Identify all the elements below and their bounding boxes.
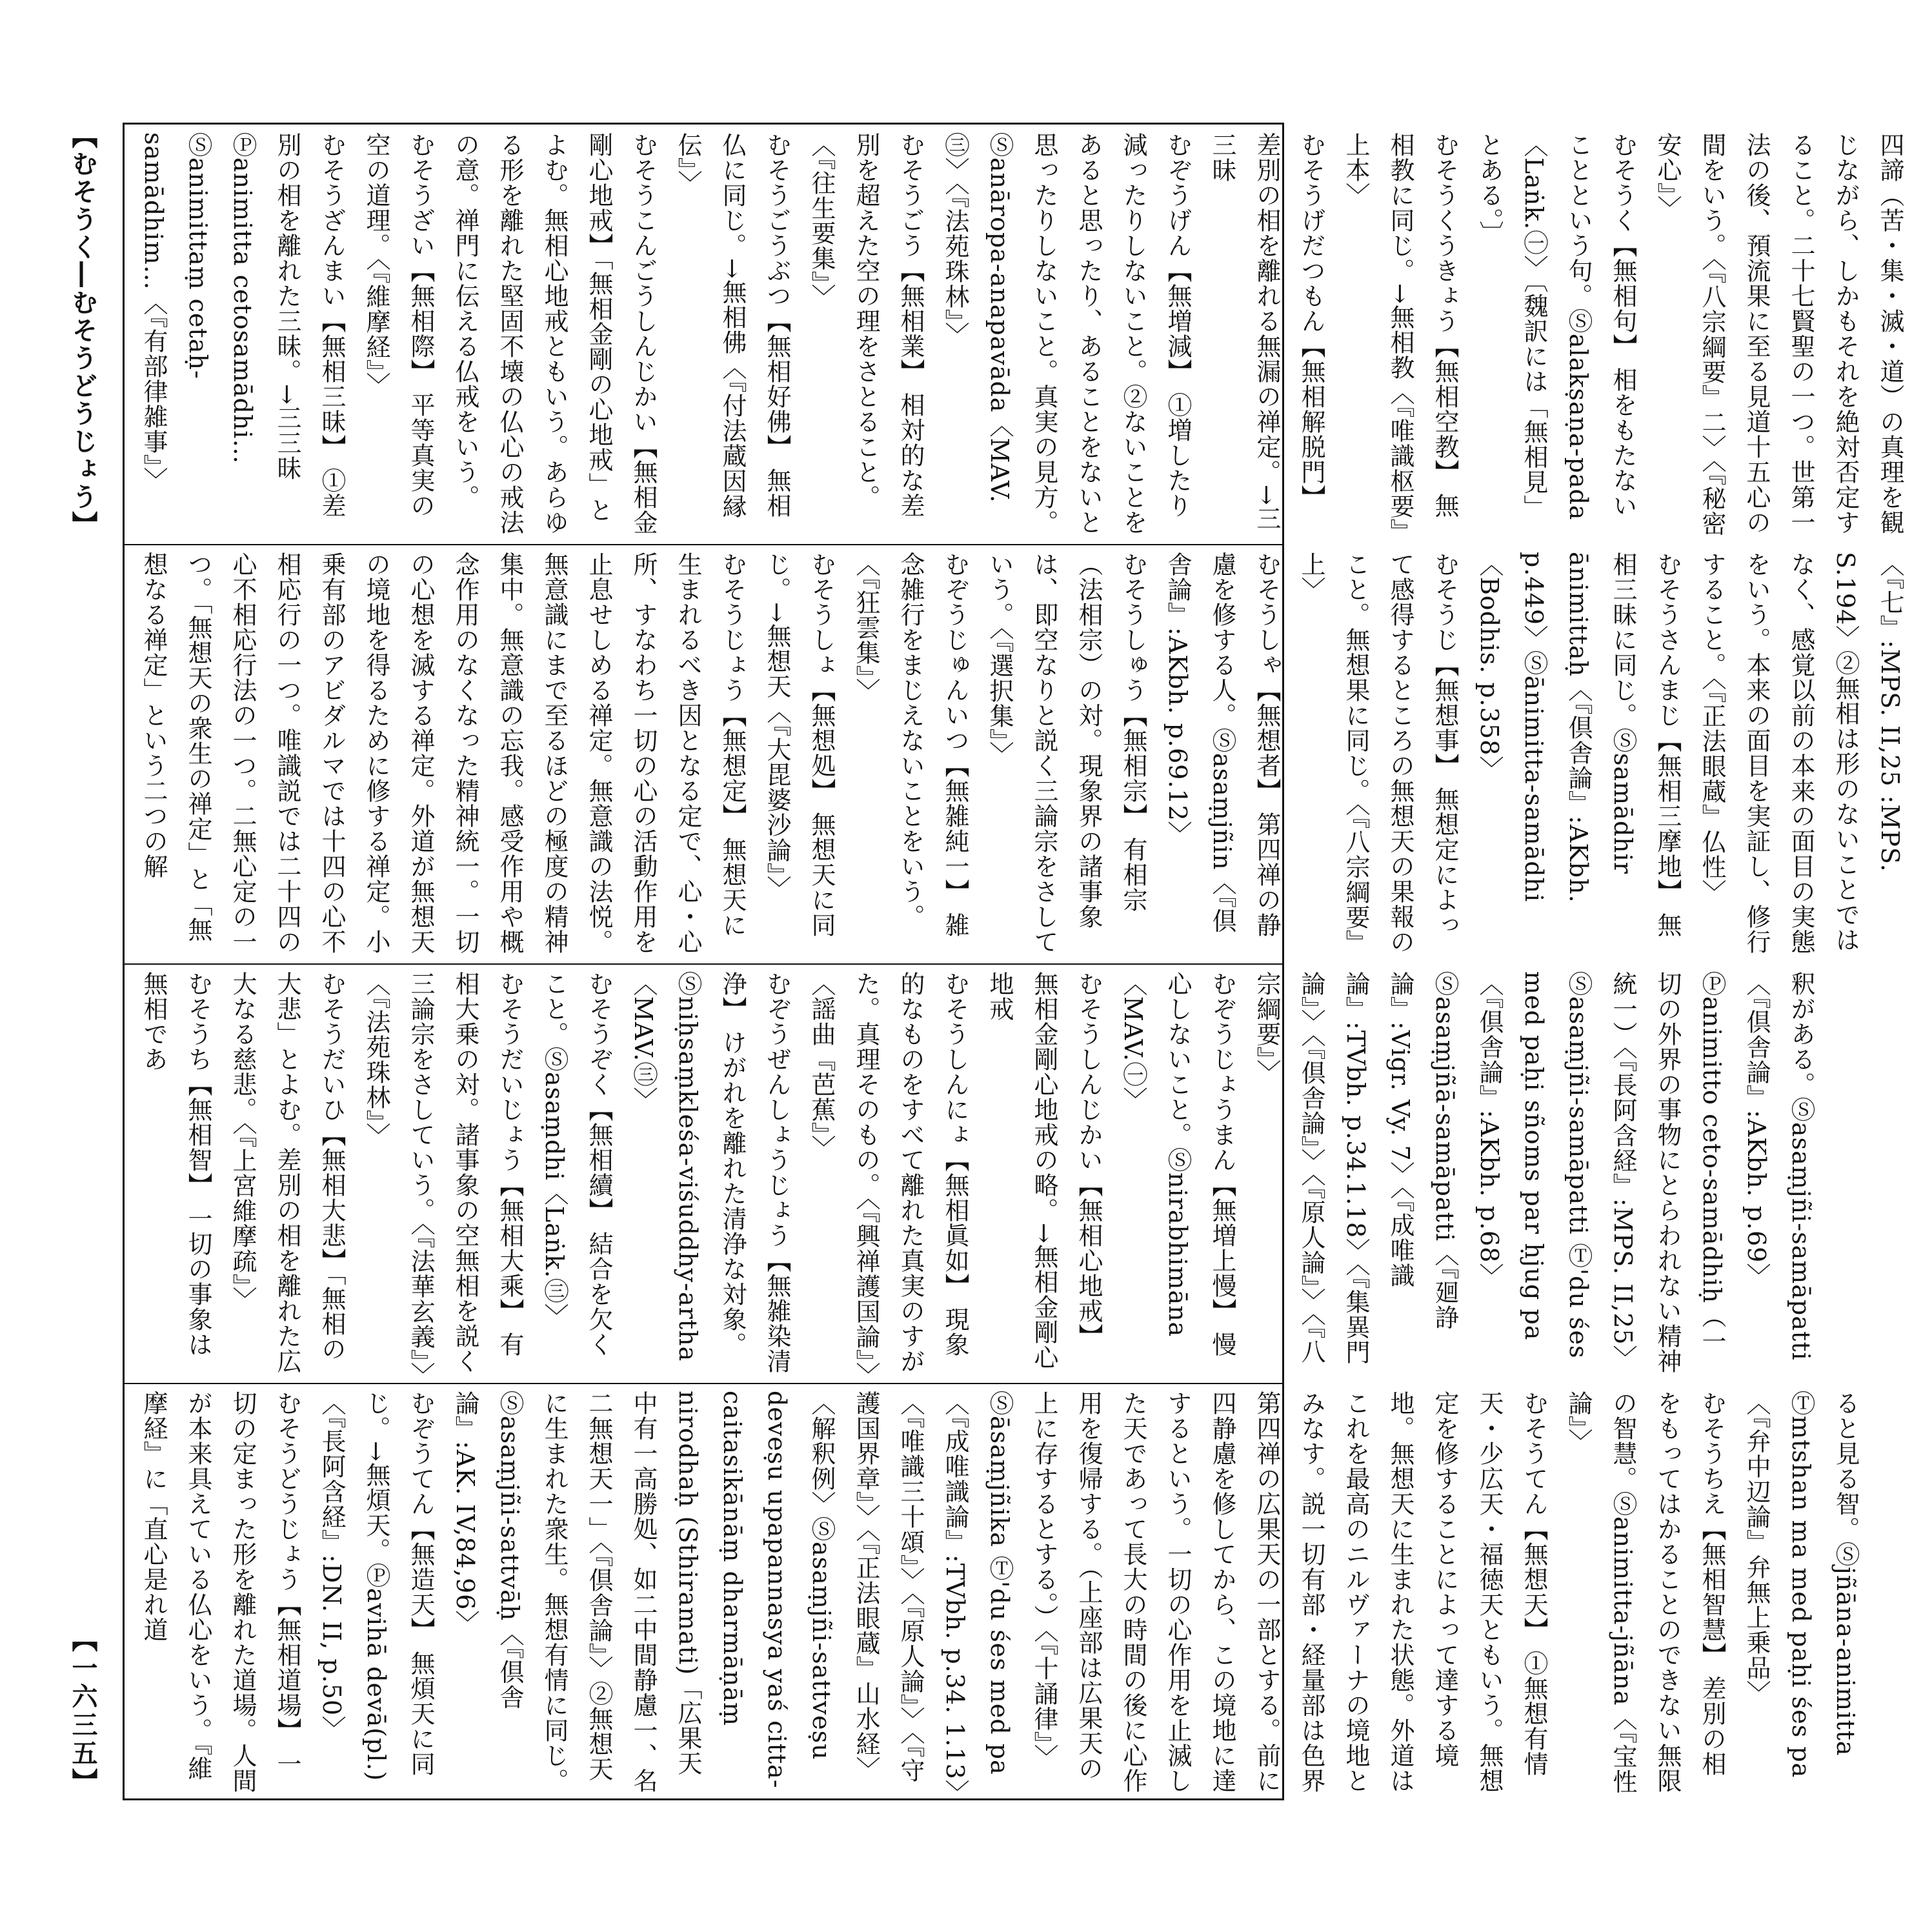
tier-3 — [131, 971, 1815, 1375]
tier-3-line-8: むそうだいひ【無相大悲】「無相の大悲」とよむ。差別の相を離れた広大なる慈悲。〈『上宮維摩疏』〉 — [228, 971, 346, 1374]
page-number: 【一六三五】 — [68, 1626, 97, 1796]
tier-1-line-6: むそうごう【無相業】 相対的な差別を超えた空の理をさとること。〈『往生要集』〉 — [807, 132, 925, 519]
tier-4 — [131, 1391, 1860, 1795]
tier-3-line-3: むそうしんじかい【無相心地戒】 無相金剛心地戒の略。→無相金剛心地戒 — [985, 971, 1103, 1370]
tier-1-line-7: むそうごうぶつ【無相好佛】 無相仏に同じ。→無相佛〈『付法蔵因縁伝』〉 — [674, 132, 791, 519]
tier-2-line-5: むそうしゅう【無相宗】 有相宗（法相宗）の対。現象界の諸事象は、即空なりと説く三論宗をさしていう。〈『選択集』〉 — [985, 552, 1147, 954]
tier-1-line-4: むそうげだつもん【無相解脱門】 差別の相を離れる無漏の禅定。→三三昧 — [1208, 132, 1325, 531]
tier-3-line-6: むそうぞく【無相續】 結合を欠くこと。Ⓢasaṃdhi〈Laṅk.㊂〉 — [540, 971, 613, 1358]
tier-1-line-8: むそうこんごうしんじかい【無相金剛心地戒】「無相金剛の心地戒」とよむ。無相心地戒ともいう。あらゆる形を離れた堅固不壊の仏心の戒法の意。禅門に伝える仏戒をいう。 — [451, 132, 658, 535]
page-frame — [123, 123, 1904, 1800]
tier-divider-1 — [125, 544, 1282, 545]
tier-2-line-6: むぞうじゅんいつ【無雑純一】 雑念雑行をまじえないことをいう。〈『狂雲集』〉 — [852, 552, 969, 938]
tier-1-line-10: むそうざんまい【無相三昧】 ①差別の相を離れた三昧。→三三昧 Ⓟanimitta cetosamādhi… Ⓢanimittaṃ cetaḥ-samādhim…〈『有部律雑事』〉 — [139, 132, 346, 519]
tier-2-text — [131, 552, 1912, 956]
running-head: 【むそうく―むそうどうじょう】 — [68, 123, 97, 539]
tier-4-line-2: むそうちえ【無相智慧】 差別の相をもってはかることのできない無限の智慧。Ⓢanimitta-jñāna〈『宝性論』〉 — [1564, 1391, 1726, 1795]
tier-2-line-7: むそうしょ【無想処】 無想天に同じ。→無想天〈『大毘婆沙論』〉 — [763, 552, 836, 938]
tier-3-line-7: むそうだいじょう【無相大乘】 有相大乗の対。諸事象の空無相を説く三論宗をさしていう。〈『法華玄義』〉〈『法苑珠林』〉 — [362, 971, 524, 1375]
tier-1-line-9: むそうざい【無相際】 平等真実の空の道理。〈『維摩経』〉 — [362, 132, 435, 519]
tier-3-line-4: むそうしんにょ【無相眞如】 現象的なものをすべて離れた真実のすがた。真理そのもの。〈『興禅護国論』〉〈謡曲『芭蕉』〉 — [807, 971, 969, 1375]
tier-3-line-5: むぞうぜんしょうじょう【無雑染清浄】 けがれを離れた清浄な対象。Ⓢniḥsaṃkleśa-viśuddhy-artha〈MAV.㊂〉 — [629, 971, 791, 1374]
tier-3-line-1: 釈がある。Ⓢasaṃjñi-samāpatti〈『倶舎論』:AKbh. p.69〉Ⓟanimitto ceto-samādhiḥ（一切の外界の事物にとらわれない精神統一）〈『長阿含経』:MPS. II,25〉Ⓢasaṃjñi-samāpatti Ⓣ'du śes med paḥi sñoms par ḥjug pa〈『倶舎論』:AKbh. p.68〉Ⓢasaṃjñā-samāpatti〈『廻諍論』:Vigr. Vy. 7〉〈『成唯識論』:TVbh. p.34.1.18〉〈『集異門論』〉〈『倶舎論』〉〈『原人論』〉〈『八宗綱要』〉 — [1253, 971, 1815, 1374]
tier-divider-3 — [125, 1383, 1282, 1384]
tier-1-line-5: むぞうげん【無増減】 ①増したり減ったりしないこと。②ないことをあると思ったり、あることをないと思ったりしないこと。真実の見方。Ⓢanāropa-anapavāda〈MAV.㊂〉〈『法苑珠林』〉 — [941, 132, 1192, 535]
tier-divider-2 — [125, 963, 1282, 965]
tier-2-line-1: 〈『七』:MPS. II,25 :MPS. S.194〉②無相は形のないことではなく、感覚以前の本来の面目の実態をいう。本来の面目を実証し、修行すること。〈『正法眼蔵』仏性〉 — [1698, 552, 1904, 954]
tier-4-text — [131, 1391, 1867, 1795]
tier-2-line-2: むそうさんまじ【無相三摩地】 無相三昧に同じ。Ⓢsamādhir ānimittaḥ〈『倶舎論』:AKbh. p.449〉Ⓢānimitta-samādhi〈Bodhis. p.358〉 — [1475, 552, 1682, 938]
tier-2-line-4: むそうしゃ【無想者】 第四禅の静慮を修する人。Ⓢasaṃjñin〈『倶舎論』:AKbh. p.69.12〉 — [1163, 552, 1281, 938]
tier-1-line-3: むそうくうきょう【無相空教】 無相教に同じ。→無相教〈『唯識枢要』上本〉 — [1342, 132, 1459, 532]
tier-4-line-3: むそうてん【無想天】 ①無想有情天・少広天・福徳天ともいう。無想定を修することによって達する境地。無想天に生まれた状態。外道はこれを最高のニルヴァーナの境地とみなす。説一切有部・経量部は色界第四禅の広果天の一部とする。前に四静慮を修してから、この境地に達するという。一切の心作用を止滅した天であって長大の時間の後に心作用を復帰する。（上座部は広果天の上に存するとする。）〈『十誦律』〉Ⓢāsaṃjñika Ⓣ'du śes med pa〈『成唯識論』:TVbh. p.34. 1.13〉〈『唯識三十頌』〉〈『原人論』〉〈『守護国界章』〉〈『正法眼蔵』山水経〉〈解釈例〉Ⓢasaṃjñi-sattveṣu deveṣu upapannasya yaś citta-caitasikānāṃ dharmāṇāṃ nirodhaḥ (Sthiramati)「広果天中有一高勝処、如二中間静慮一、名二無想天一」〈『倶舎論』〉②無想天に生まれた衆生。無想有情に同じ。Ⓢasaṃjñi-sattvāḥ〈『倶舎論』:AK. IV,84,96〉 — [451, 1391, 1548, 1793]
tier-2-line-8: むそうじょう【無想定】 無想天に生まれるべき因となる定で、心・心所、すなわち一切の心の活動作用を止息せしめる禅定。無意識の法悦。無意識にまで至るほどの極度の精神集中。無意識の忘我。感受作用や概念作用のなくなった精神統一。一切の心想を滅する禅定。外道が無想天の境地を得るために修する禅定。小乗有部のアビダルマでは十四の心不相応行の一つ。唯識説では二十四の心不相応行法の一つ。二無心定の一つ。「無想天の衆生の禅定」と「無想なる禅定」という二つの解 — [139, 552, 747, 954]
tier-1-line-1: 四諦（苦・集・滅・道）の真理を観じながら、しかもそれを絶対否定すること。二十七賢聖の一つ。世第一法の後、預流果に至る見道十五心の間をいう。〈『八宗綱要』二〉〈『秘密安心』〉 — [1653, 132, 1904, 536]
tier-1-line-2: むそうく【無相句】 相をもたないことという句。Ⓢalakṣaṇa-pada〈Laṅk.㊀〉〔魏訳には「無相見」とある。〕 — [1475, 132, 1637, 521]
tier-3-line-9: むそうち【無相智】 一切の事象は無相であ — [139, 971, 212, 1358]
tier-2-line-3: むそうじ【無想事】 無想定によって感得するところの無想天の果報のこと。無想果に同じ。〈『八宗綱要』上〉 — [1297, 552, 1459, 955]
tier-4-line-1: ると見る智。Ⓢjñāna-animitta Ⓣmtshan ma med paḥi śes pa〈『弁中辺論』弁無上乗品〉 — [1742, 1391, 1860, 1778]
tier-1-text — [131, 132, 1912, 536]
tier-3-text — [131, 971, 1823, 1375]
tier-3-line-2: むぞうじょうまん【無増上慢】 慢心しないこと。Ⓢnirabhimāna〈MAV.㊀〉 — [1119, 971, 1236, 1358]
tier-1 — [131, 132, 1904, 536]
tier-4-line-4: むぞうてん【無造天】 無煩天に同じ。→無煩天。Ⓟavihā devā(pl.)〈『長阿含経』:DN. II, p.50〉 — [317, 1391, 435, 1782]
tier-2 — [131, 552, 1904, 956]
tier-4-line-5: むそうどうじょう【無相道場】 一切の定まった形を離れた道場。人間が本来具えている仏心をいう。『維摩経』に「直心是れ道 — [139, 1391, 301, 1793]
